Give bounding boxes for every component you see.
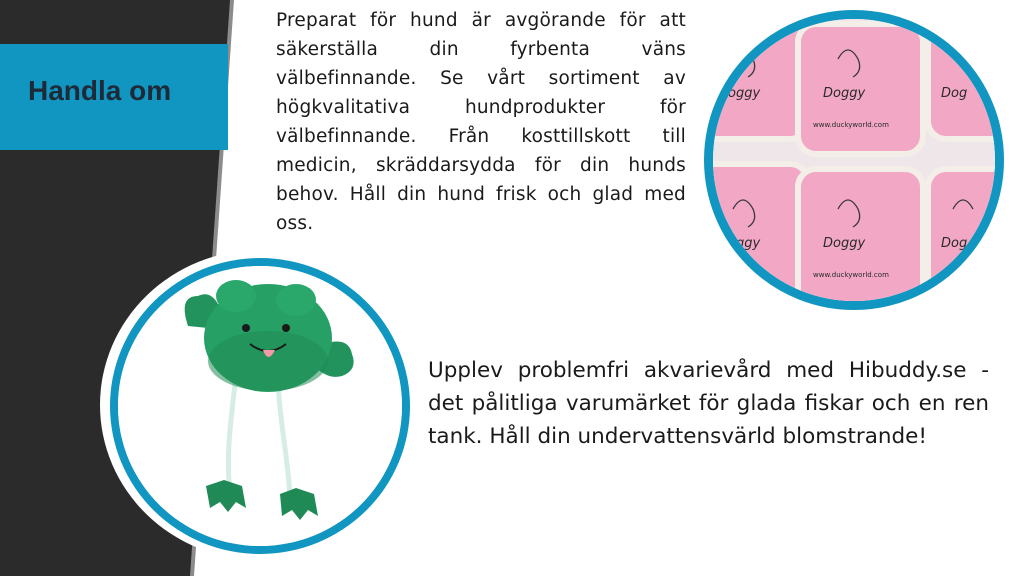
pillow-url-text: www.duckyworld.com	[813, 121, 889, 129]
aquarium-paragraph: Upplev problemfri akvarievård med Hibuddy.se - det pålitliga varumärket för glada fiskar och en ren tank. Håll din undervattensvärld blomstrande!	[428, 358, 989, 449]
dog-products-paragraph: Preparat för hund är avgörande för att säkerställa din fyrbenta väns välbefinnande. Se vårt sortiment av högkvalitativa hundprodukter för välbefinnande. Från kosttillskott till medicin, skräddarsydda för din hunds behov. Håll din hund frisk och glad med oss.	[276, 10, 686, 234]
svg-text:www.duckyworld.com: www.duckyworld.com	[813, 271, 889, 279]
pink-pillow-toys-image	[704, 10, 1004, 310]
svg-text:Dog: Dog	[941, 236, 968, 251]
svg-text:Doggy: Doggy	[718, 236, 761, 251]
pillow-logo-text: Doggy	[823, 86, 866, 101]
svg-text:Dog: Dog	[941, 86, 968, 101]
svg-text:Doggy: Doggy	[718, 86, 761, 101]
section-title: Handla om	[28, 75, 172, 106]
green-frog-toy-image	[110, 258, 410, 554]
svg-text:Doggy: Doggy	[823, 236, 866, 251]
